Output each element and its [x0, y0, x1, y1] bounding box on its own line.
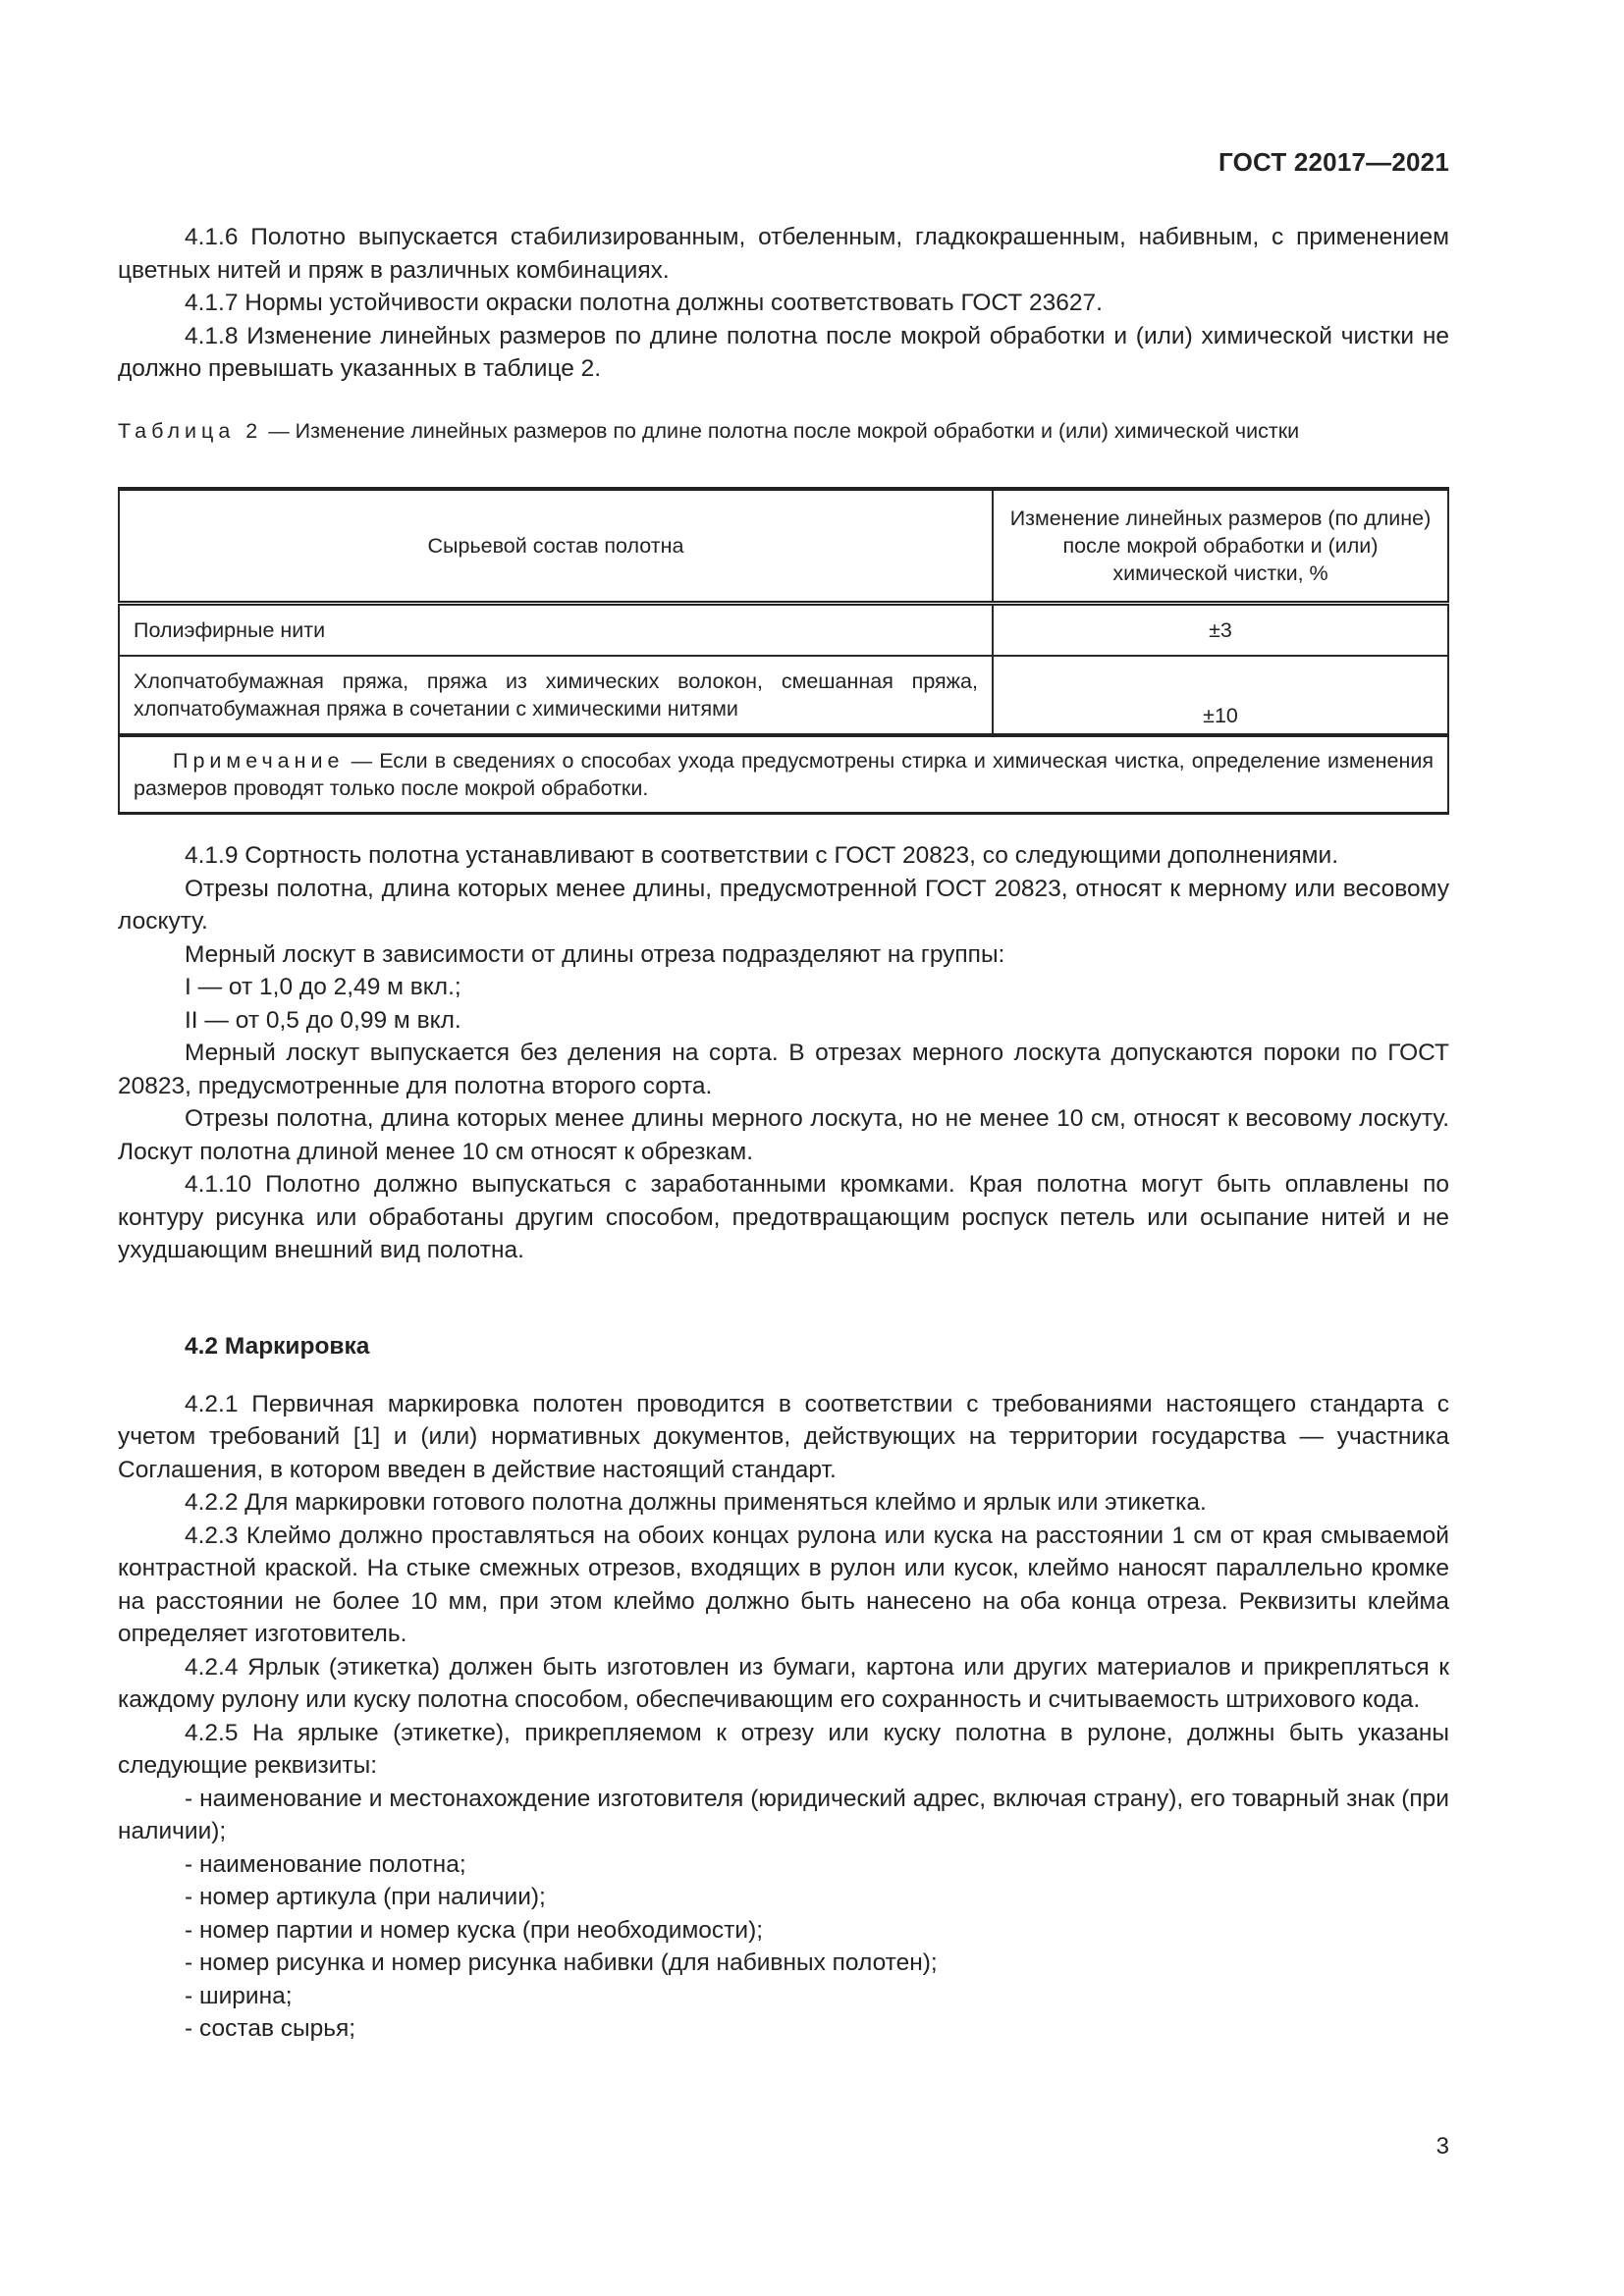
paragraph-4-1-9: 4.1.9 Сортность полотна устанавливают в соответствии с ГОСТ 20823, со следующими дополнениями. [185, 842, 1339, 869]
paragraphs-4-1-6-to-4-1-8 [118, 221, 1449, 386]
page-number: 3 [1435, 2133, 1449, 2160]
table-note-row [119, 735, 1448, 814]
section-4-2 [118, 1330, 1449, 2046]
paragraph-4-1-8: 4.1.8 Изменение линейных размеров по длине полотна после мокрой обработки и (или) химической чистки не должно превышать указанных в таблице 2. [118, 322, 1449, 382]
table-row [119, 604, 1448, 657]
list-item: - наименование полотна; [185, 1850, 466, 1878]
section-title-marking: 4.2 Маркировка [185, 1333, 370, 1360]
list-item: - ширина; [185, 1982, 293, 2009]
note-text: — Если в сведениях о способах ухода предусмотрены стирка и химическая чистка, определение изменения размеров проводят только после мокрой обработки. [134, 749, 1434, 800]
table-row [119, 656, 1448, 735]
list-item: - наименование и местонахождение изготовителя (юридический адрес, включая страну), его товарный знак (при наличии); [118, 1785, 1449, 1844]
list-item: - номер артикула (при наличии); [185, 1884, 546, 1910]
cell-composition: Полиэфирные нити [119, 604, 993, 657]
paragraph-4-2-5: 4.2.5 На ярлыке (этикетке), прикрепляемом к отрезу или куску полотна в рулоне, должны быть указаны следующие реквизиты: [118, 1719, 1449, 1779]
cell-composition: Хлопчатобумажная пряжа, пряжа из химических волокон, смешанная пряжа, хлопчатобумажная пряжа в сочетании с химическими нитями [119, 656, 993, 735]
note-label: Примечание [173, 749, 345, 773]
document-id-header: ГОСТ 22017—2021 [1218, 147, 1449, 177]
table-caption-label: Таблица 2 [118, 419, 263, 443]
paragraph-4-2-2: 4.2.2 Для маркировки готового полотна должны применяться клеймо и ярлык или этикетка. [185, 1489, 1207, 1516]
table-caption-text: — Изменение линейных размеров по длине полотна после мокрой обработки и (или) химической чистки [262, 419, 1300, 443]
paragraph-4-2-1: 4.2.1 Первичная маркировка полотен проводится в соответствии с требованиями настоящего стандарта с учетом требований [1] и (или) нормативных документов, действующих на территории государства — участника Соглашения, в котором введен в действие настоящий стандарт. [118, 1390, 1449, 1483]
paragraph-measured-scrap: Мерный лоскут выпускается без деления на сорта. В отрезах мерного лоскута допускаются пороки по ГОСТ 20823, предусмотренные для полотна второго сорта. [118, 1040, 1449, 1099]
paragraph-4-2-4: 4.2.4 Ярлык (этикетка) должен быть изготовлен из бумаги, картона или других материалов и прикрепляться к каждому рулону или куску полотна способом, обеспечивающим его сохранность и считываемость штрихового кода. [118, 1653, 1449, 1713]
paragraph-group-1: I — от 1,0 до 2,49 м вкл.; [185, 974, 461, 1000]
paragraph-offcuts: Отрезы полотна, длина которых менее длины, предусмотренной ГОСТ 20823, относят к мерному или весовому лоскуту. [118, 875, 1449, 934]
header-composition: Сырьевой состав полотна [119, 489, 993, 604]
table-note [119, 735, 1448, 814]
paragraph-4-1-6: 4.1.6 Полотно выпускается стабилизированным, отбеленным, гладкокрашенным, набивным, с применением цветных нитей и пряж в различных комбинациях. [118, 224, 1449, 284]
paragraph-groups: Мерный лоскут в зависимости от длины отреза подразделяют на группы: [185, 940, 1005, 968]
cell-value: ±10 [993, 656, 1448, 735]
paragraph-4-2-3: 4.2.3 Клеймо должно проставляться на обоих концах рулона или куска на расстоянии 1 см от края смываемой контрастной краской. На стыке смежных отрезов, входящих в рулон или кусок, клеймо наносят параллельно кромке на расстоянии не более 10 мм, при этом клеймо должно быть нанесено на оба конца отреза. Реквизиты клейма определяет изготовитель. [118, 1522, 1449, 1647]
paragraph-group-2: II — от 0,5 до 0,99 м вкл. [185, 1006, 461, 1034]
cell-value: ±3 [993, 604, 1448, 657]
paragraph-4-1-10: 4.1.10 Полотно должно выпускаться с заработанными кромками. Края полотна могут быть оплавлены по контуру рисунка или обработаны другим способом, предотвращающим роспуск петель или осыпание нитей и не ухудшающим внешний вид полотна. [118, 1171, 1449, 1263]
table-2 [118, 487, 1449, 815]
table-header-row [119, 489, 1448, 604]
paragraph-weight-scrap: Отрезы полотна, длина которых менее длины мерного лоскута, но не менее 10 см, относят к весовому лоскуту. Лоскут полотна длиной менее 10 см относят к обрезкам. [118, 1105, 1449, 1165]
paragraphs-4-1-9-to-4-1-10 [118, 839, 1449, 1267]
list-item: - номер партии и номер куска (при необходимости); [185, 1916, 764, 1944]
table-caption [118, 416, 1449, 446]
header-size-change: Изменение линейных размеров (по длине) после мокрой обработки и (или) химической чистки, % [993, 489, 1448, 604]
list-item: - состав сырья; [185, 2015, 356, 2042]
list-item: - номер рисунка и номер рисунка набивки (для набивных полотен); [185, 1949, 938, 1976]
paragraph-4-1-7: 4.1.7 Нормы устойчивости окраски полотна должны соответствовать ГОСТ 23627. [185, 290, 1103, 316]
